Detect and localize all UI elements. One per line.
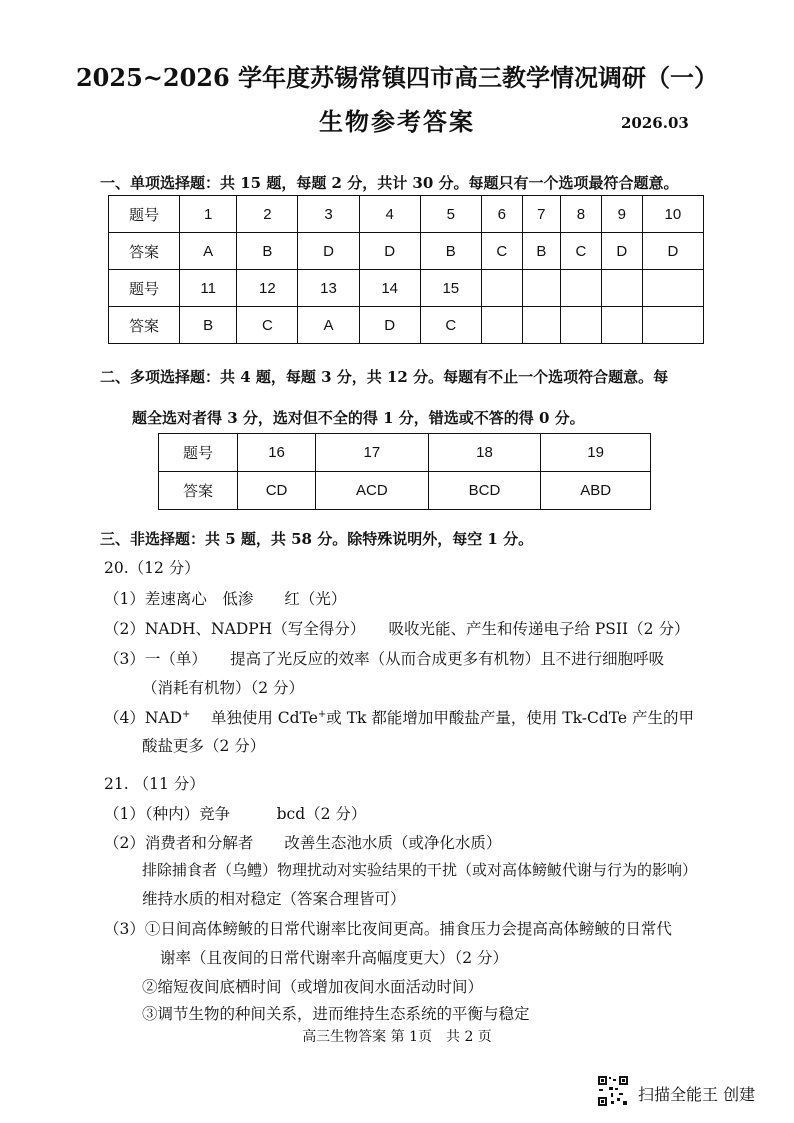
- answer-cell: D: [298, 233, 359, 270]
- q21-answer-line: （2）消费者和分解者 改善生态池水质（或净化水质）: [104, 834, 502, 852]
- question-number: 3: [298, 196, 359, 233]
- answer-cell: CD: [238, 472, 316, 510]
- question-number: 1: [180, 196, 237, 233]
- answer-cell: C: [237, 307, 298, 344]
- multiple-choice-answer-table: [158, 433, 651, 510]
- answer-cell: D: [359, 307, 420, 344]
- question-number: 19: [541, 434, 651, 472]
- empty-cell: [642, 270, 703, 307]
- q21-answer-line: （3）①日间高体鳑鲏的日常代谢率比夜间更高。捕食压力会提高高体鳑鲏的日常代: [104, 920, 672, 938]
- answer-cell: A: [180, 233, 237, 270]
- q20-answer-line: （2）NADH、NADPH（写全得分） 吸收光能、产生和传递电子给 PSII（2 分）: [104, 620, 690, 638]
- question-number: 11: [180, 270, 237, 307]
- empty-cell: [522, 307, 560, 344]
- answer-cell: B: [237, 233, 298, 270]
- table-row: [109, 196, 704, 233]
- section2-heading-line1: 二、多项选择题：共 4 题，每题 3 分，共 12 分。每题有不止一个选项符合题意。每: [100, 368, 669, 386]
- answer-cell: D: [642, 233, 703, 270]
- page-footer: 高三生物答案 第 1页 共 2 页: [302, 1029, 492, 1045]
- row-label: 题号: [159, 434, 238, 472]
- table-row: [109, 233, 704, 270]
- q21-answer-line: ③调节生物的种间关系，进而维持生态系统的平衡与稳定: [142, 1005, 530, 1023]
- q21-answer-line: 维持水质的相对稳定（答案合理皆可）: [142, 890, 406, 908]
- question-number: 10: [642, 196, 703, 233]
- question-number: 6: [481, 196, 522, 233]
- question-number: 17: [316, 434, 429, 472]
- empty-cell: [560, 307, 601, 344]
- table-row: [159, 472, 651, 510]
- question-number: 2: [237, 196, 298, 233]
- superscript-plus: +: [182, 708, 191, 720]
- answer-cell: D: [359, 233, 420, 270]
- question-number: 5: [420, 196, 481, 233]
- question-number: 16: [238, 434, 316, 472]
- row-label: 答案: [109, 233, 180, 270]
- answer-cell: B: [420, 233, 481, 270]
- answer-cell: C: [560, 233, 601, 270]
- empty-cell: [642, 307, 703, 344]
- answer-cell: ABD: [541, 472, 651, 510]
- q20-l5-mid: 单独使用 CdTe: [190, 709, 318, 727]
- q20-l5-rest: 或 Tk 都能增加甲酸盐产量，使用 Tk-CdTe 产生的甲: [326, 709, 695, 727]
- question-number: 7: [522, 196, 560, 233]
- question-number: 9: [601, 196, 642, 233]
- q20-answer-line: [104, 706, 694, 728]
- row-label: 题号: [109, 196, 180, 233]
- row-label: 答案: [159, 472, 238, 510]
- empty-cell: [601, 307, 642, 344]
- table-row: [109, 307, 704, 344]
- answer-cell: B: [522, 233, 560, 270]
- q21-answer-line: 谢率（且夜间的日常代谢率升高幅度更大）（2 分）: [160, 949, 509, 967]
- q20-answer-line: （消耗有机物）（2 分）: [142, 679, 305, 697]
- answer-cell: C: [420, 307, 481, 344]
- document-subtitle: 生物参考答案: [319, 107, 475, 136]
- q21-heading: 21. （11 分）: [104, 775, 205, 793]
- scanner-watermark: 扫描全能王 创建: [638, 1085, 756, 1104]
- q20-answer-line: （3）一（单） 提高了光反应的效率（从而合成更多有机物）且不进行细胞呼吸: [104, 650, 665, 668]
- empty-cell: [560, 270, 601, 307]
- section3-heading: 三、非选择题：共 5 题，共 58 分。除特殊说明外，每空 1 分。: [100, 530, 534, 548]
- answer-cell: A: [298, 307, 359, 344]
- q20-l5-prefix: （4）NAD: [104, 709, 183, 727]
- document-date: 2026.03: [621, 114, 689, 132]
- answer-cell: C: [481, 233, 522, 270]
- empty-cell: [481, 307, 522, 344]
- q20-answer-line: （1）差速离心 低渗 红（光）: [104, 590, 347, 608]
- row-label: 答案: [109, 307, 180, 344]
- q21-answer-line: 排除捕食者（乌鳢）物理扰动对实验结果的干扰（或对高体鳑鲏代谢与行为的影响）: [142, 861, 698, 879]
- question-number: 8: [560, 196, 601, 233]
- answer-cell: D: [601, 233, 642, 270]
- question-number: 13: [298, 270, 359, 307]
- answer-cell: BCD: [428, 472, 541, 510]
- question-number: 15: [420, 270, 481, 307]
- answer-cell: B: [180, 307, 237, 344]
- answer-cell: ACD: [316, 472, 429, 510]
- table-row: [109, 270, 704, 307]
- table-row: [159, 434, 651, 472]
- question-number: 4: [359, 196, 420, 233]
- superscript-plus: +: [317, 708, 327, 720]
- empty-cell: [522, 270, 560, 307]
- qr-code-icon: [597, 1075, 629, 1107]
- question-number: 14: [359, 270, 420, 307]
- empty-cell: [481, 270, 522, 307]
- question-number: 18: [428, 434, 541, 472]
- empty-cell: [601, 270, 642, 307]
- q21-answer-line: （1）（种内）竞争 bcd（2 分）: [104, 805, 367, 823]
- single-choice-answer-table: [108, 195, 704, 344]
- section2-heading-line2: 题全选对者得 3 分，选对但不全的得 1 分，错选或不答的得 0 分。: [132, 409, 585, 427]
- q20-heading: 20.（12 分）: [104, 559, 200, 577]
- row-label: 题号: [109, 270, 180, 307]
- q21-answer-line: ②缩短夜间底栖时间（或增加夜间水面活动时间）: [142, 978, 484, 996]
- section1-heading: 一、单项选择题：共 15 题，每题 2 分，共计 30 分。每题只有一个选项最符合题意。: [100, 174, 679, 192]
- question-number: 12: [237, 270, 298, 307]
- document-title: 2025~2026 学年度苏锡常镇四市高三教学情况调研（一）: [75, 63, 719, 92]
- q20-answer-line: 酸盐更多（2 分）: [142, 737, 266, 755]
